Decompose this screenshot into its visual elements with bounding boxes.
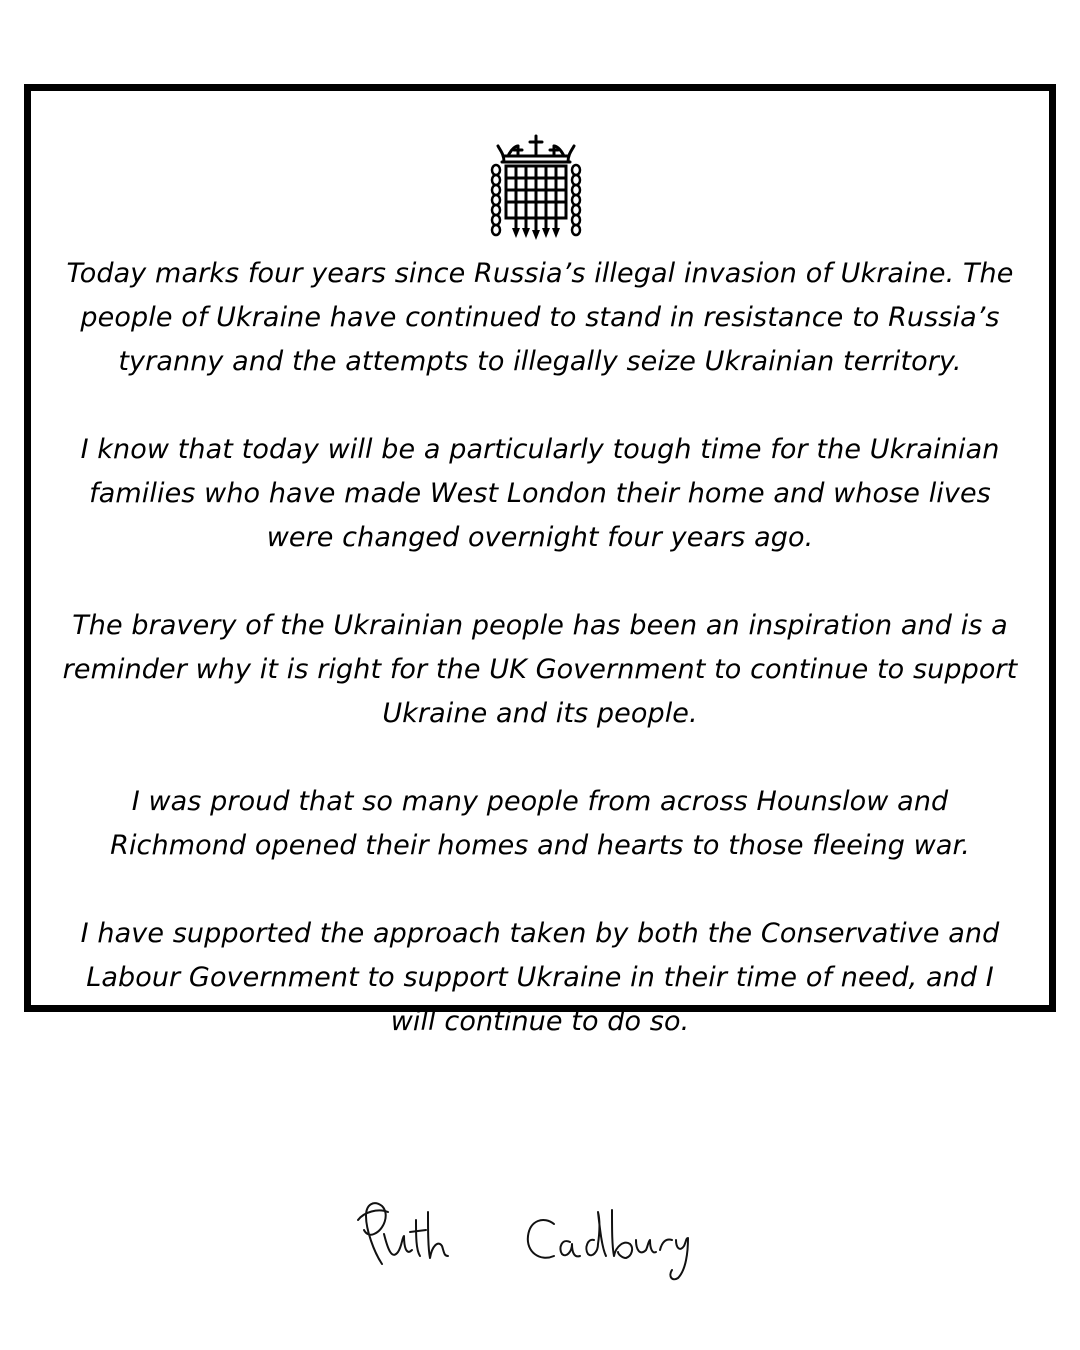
handwritten-signature — [344, 1190, 704, 1290]
statement-paragraph: I was proud that so many people from across Hounslow and Richmond opened their homes and hearts to those fleeing war. — [110, 786, 970, 861]
statement-paragraph: I have supported the approach taken by both the Conservative and Labour Government to support Ukraine in their time of need, and I will continue to do so. — [80, 918, 1000, 1037]
statement-paragraph: The bravery of the Ukrainian people has been an inspiration and is a reminder why it is right for the UK Government to continue to support Ukraine and its people. — [62, 610, 1018, 729]
portcullis-crown-icon — [488, 132, 584, 240]
statement-paragraph: I know that today will be a particularly tough time for the Ukrainian families who have made West London their home and whose lives were changed overnight four years ago. — [80, 434, 1000, 553]
statement-paragraph: Today marks four years since Russia’s illegal invasion of Ukraine. The people of Ukraine have continued to stand in resistance to Russia’s tyranny and the attempts to illegally seize Ukrainian territory. — [66, 258, 1014, 377]
statement-body — [60, 252, 1020, 1044]
